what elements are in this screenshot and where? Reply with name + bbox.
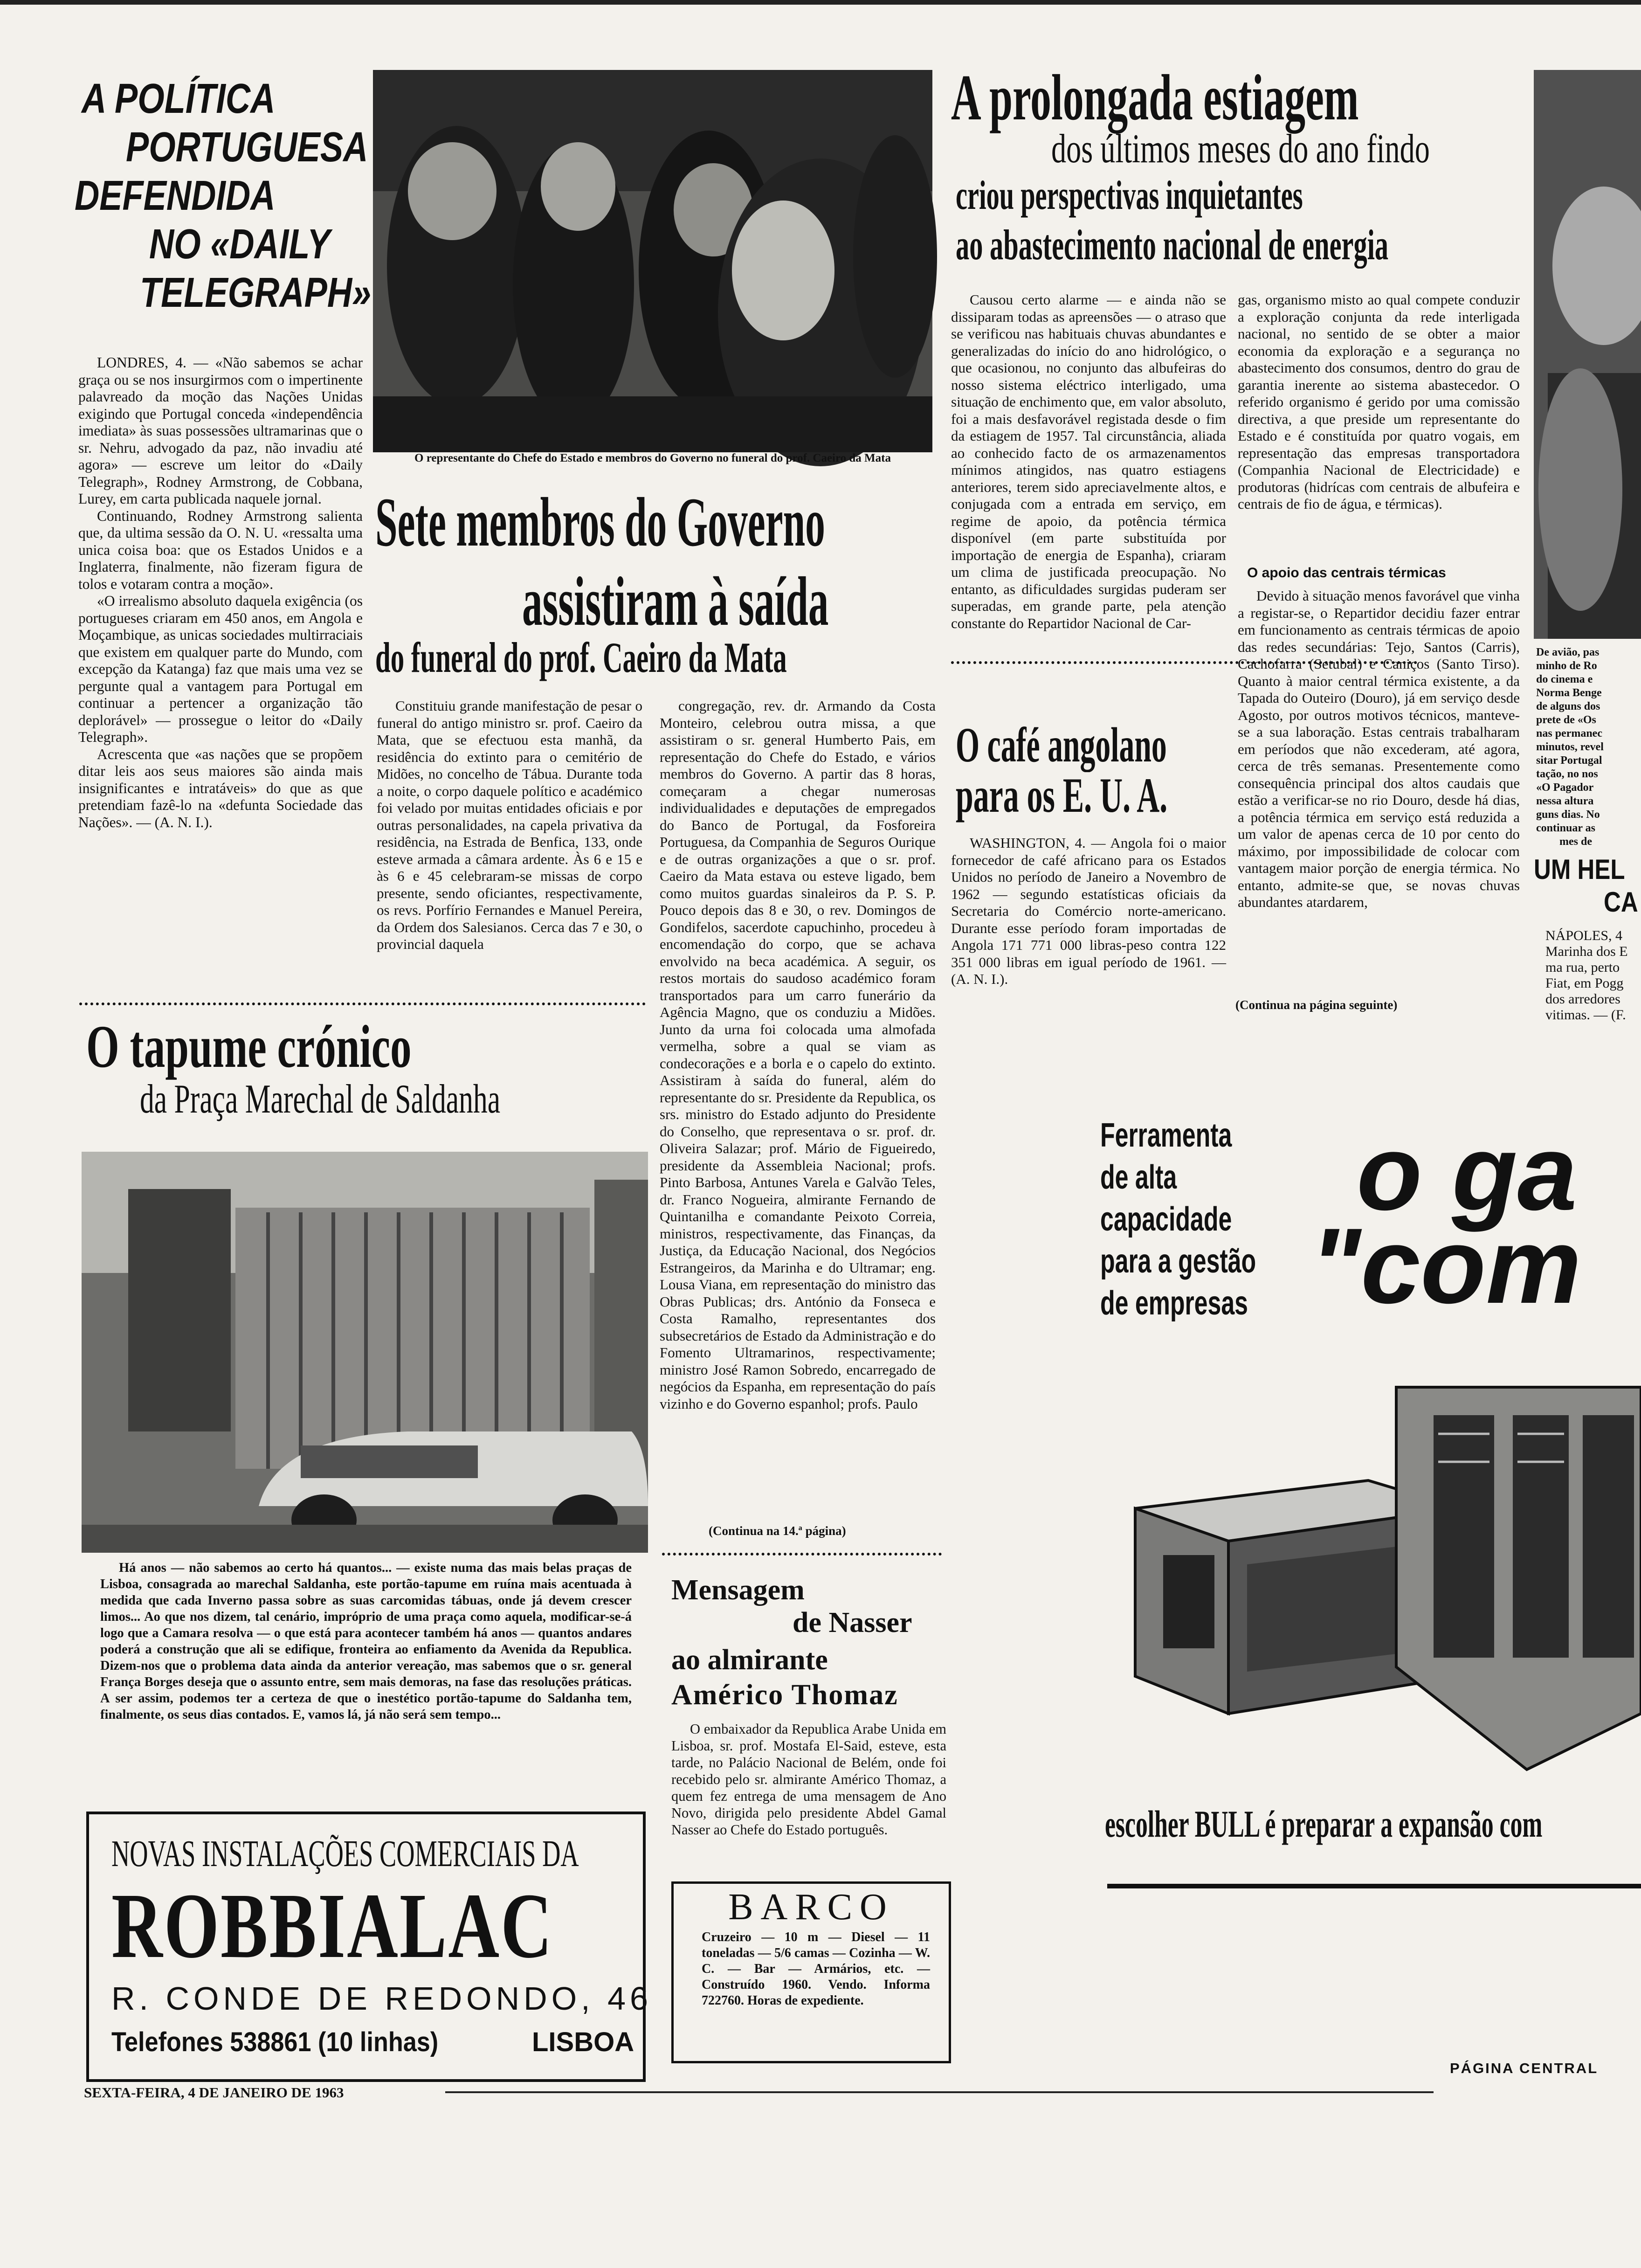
right-edge-caption-line: De avião, pas: [1536, 646, 1600, 658]
estiagem-col-2: gas, organismo misto ao qual compete conduzir a exploração conjunta da rede interligada nacional, no sentido de se obter a maior economia da exploração e a segurança no abastecimento dos consumos, dentro do grau de garantia inerente ao sistema abastecedor. O referido organismo é gerido por uma comissão directiva, a que preside um representante do Estado e é constituída por quatro vogais, em representação das empresas transportadora (Companhia Nacional de Electricidade) e produtoras (hidrícas com centrais de albufeira e centrais de fio de água, e térmicas).: [1238, 291, 1520, 512]
top-border: [0, 0, 1641, 5]
right-edge-caption-line: guns dias. No: [1536, 809, 1600, 821]
rule-center-1: [662, 1553, 942, 1556]
right-edge-photo-illustration: [1534, 70, 1641, 639]
cafe-article: WASHINGTON, 4. — Angola foi o maior fornecedor de café africano para os Estados Unidos no período de Janeiro a Novembro de 1962 — segundo estatísticas oficiais da Secretaria do Comércio norte-americano. Durante esse período foram importadas de Angola 171 771 000 libras-peso contra 122 351 000 libras em igual período de 1961. — (A. N. I.).: [951, 835, 1226, 987]
bull-side-line: de empresas: [1100, 1285, 1248, 1322]
tapume-headline-2: da Praça Marechal de Saldanha: [140, 1077, 501, 1122]
right-edge-headline-2: CA: [1604, 886, 1638, 918]
robbialac-address: R. CONDE DE REDONDO, 46: [111, 1980, 652, 2017]
right-edge-headline-1: UM HEL: [1534, 854, 1625, 885]
funeral-headline-3: do funeral do prof. Caeiro da Mata: [375, 634, 787, 681]
nasser-headline-4: Américo Thomaz: [671, 1679, 898, 1711]
right-edge-article-line: dos arredores: [1545, 991, 1620, 1007]
politica-paragraph: «O irrealismo absoluto daquela exigência (os portugueses criaram em 450 anos, em Angola e Moçambique, as unicas sociedades multirraciais que existem em qualquer parte do Mundo, com excepção da Katanga) faz que mais uma vez se pergunte qual a vantagem para Portugal em continuar a pertencer a organização tão deplorável» — prossegue o leitor do «Daily Telegraph».: [78, 593, 363, 745]
politica-headline-line: NO «DAILY: [149, 221, 331, 268]
politica-paragraph: LONDRES, 4. — «Não sabemos se achar graça ou se nos insurgirmos com o impertinente palavreado da moção das Nações Unidas exigindo que Portugal conceda «independência imediata» às suas possessões ultramarinas que o sr. Nehru, advogado da paz, não invadiu até agora» — escreve um leitor do «Daily Telegraph», Rodney Armstrong, de Cobbana, Lurey, em carta publicada naquele jornal.: [78, 354, 363, 507]
tapume-article: Há anos — não sabemos ao certo há quantos... — existe numa das mais belas praças de Lisboa, consagrada ao marechal Saldanha, este portão-tapume em ruína mais acentuada à medida que cada Inverno passa sobre as suas carcomidas tábuas, onde já devem crescer limos... Ao que nos dizem, tal cenário, impróprio de uma praça como aquela, modificar-se-á logo que a Camara resolva — o que está para acontecer também há anos — quantos andares poderá a construção que ali se edifique, fronteira ao enfiamento da Avenida da Republica. Dizem-nos que o problema data ainda da anterior vereação, mas sabemos que o sr. general França Borges deseja que o assunto entre, sem mais demoras, na fase das resoluções práticas. A ser assim, podemos ter a certeza de que o inestético portão-tapume do Saldanha tem, finalmente, os seus dias contados. E, vamos lá, já não será sem tempo...: [100, 1561, 632, 1722]
rule-left-1: [79, 1003, 646, 1005]
bull-side-line: de alta: [1100, 1159, 1177, 1196]
right-edge-caption-line: Norma Benge: [1536, 687, 1602, 699]
estiagem-col-2b: Devido à situação menos favorável que vinha a registar-se, o Repartidor decidiu fazer entrar em funcionamento as centrais térmicas de apoio das redes secundárias: Tejo, Santos (Carris), Cachofarra (Setubal) e Caniços (Santo Tirso). Quanto à maior central térmica existente, a da Tapada do Outeiro (Douro), já em serviço desde Agosto, por outros motivos técnicos, manteve-se a sua laboração. Estas centrais trabalharam em períodos que não excederam, até agora, cerca de três semanas. Presentemente como consequência principal dos altos caudais que estão a verificar-se no rio Douro, desde há dias, a potência térmica em serviço está reduzida a um valor de apenas cerca de 10 por cento do máximo, por impossibilidade de colocar com vantagem maior porção de energia térmica. No entanto, admite-se que, se novas chuvas abundantes atardarem,: [1238, 588, 1520, 910]
nasser-headline-3: ao almirante: [671, 1644, 828, 1676]
footer-date: SEXTA-FEIRA, 4 DE JANEIRO DE 1963: [84, 2084, 344, 2101]
estiagem-subhead: O apoio das centrais térmicas: [1247, 565, 1446, 581]
tapume-photo-illustration: [82, 1152, 648, 1553]
right-edge-caption-line: prete de «Os: [1536, 714, 1596, 726]
footer-page: PÁGINA CENTRAL: [1450, 2060, 1599, 2076]
bull-rule: [1107, 1884, 1641, 1888]
robbialac-phone: Telefones 538861 (10 linhas): [111, 2027, 439, 2057]
estiagem-headline-3: criou perspectivas inquietantes: [956, 173, 1303, 218]
cafe-headline-1: O café angolano: [956, 718, 1167, 772]
right-edge-article-line: vitimas. — (F.: [1545, 1007, 1626, 1023]
politica-headline: [75, 75, 373, 317]
funeral-col-1: Constituiu grande manifestação de pesar o funeral do antigo ministro sr. prof. Caeiro da Mata, que se efectuou esta manhã, da residência do extinto para o cemitério de Midões, no concelho de Tábua. Durante toda a noite, o corpo daquele político e académico foi velado por muitas entidades oficiais e por outras personalidades, na capela privativa da residência, na Estrada de Benfica, 133, onde esteve armada a câmara ardente. Às 6 e 15 e às 6 e 45 celebraram-se missas de corpo presente, sendo oficiantes, respectivamente, os revs. Porfírio Fernandes e Manuel Pereira, da Ordem dos Salesianos. Cerca das 7 e 30, o provincial daquela: [377, 698, 642, 952]
robbialac-city: LISBOA: [532, 2027, 634, 2057]
right-edge-caption-line: continuar as: [1536, 822, 1595, 834]
tapume-photo: [82, 1152, 648, 1553]
robbialac-line1: NOVAS INSTALAÇÕES COMERCIAIS DA: [111, 1833, 579, 1874]
nasser-headline-1: Mensagem: [671, 1574, 805, 1606]
right-edge-caption-line: nas permanec: [1536, 727, 1602, 740]
right-edge-caption: [1536, 646, 1641, 849]
right-edge-article-line: ma rua, perto: [1545, 960, 1620, 975]
barco-title: BARCO: [728, 1887, 894, 1928]
right-edge-caption-line: minutos, revel: [1536, 741, 1604, 753]
bull-side-line: Ferramenta: [1100, 1117, 1232, 1154]
right-edge-photo: [1534, 70, 1641, 639]
estiagem-col-1: Causou certo alarme — e ainda não se dissiparam todas as apreensões — o atraso que se verificou nas habituais chuvas abundantes e generalizadas do início do ano hidrológico, o que ocasionou, no conjunto das albufeiras do nosso sistema eléctrico interligado, uma situação de enchimento que, em valor absoluto, foi a mais desfavorável registada desde o fim da estiagem de 1957. Tal circunstância, aliada ao conhecido facto de os armazenamentos mínimos atingidos, nas quatro estiagens anteriores, terem sido apreciavelmente altos, e conjugada com a entrada em serviço, em regime de apoio, da potência térmica disponível (em parte substituída por importação de energia de Espanha), criaram um clima de justificada preocupação. No entanto, as dificuldades surgidas puderam ser superadas, em grande parte, pela atenção constante do Repartidor Nacional de Car-: [951, 291, 1226, 631]
right-edge-caption-line: mes de: [1559, 836, 1592, 848]
politica-article: [78, 354, 363, 979]
robbialac-ad: [86, 1812, 652, 2082]
robbialac-brand: ROBBIALAC: [111, 1874, 553, 1978]
right-edge-caption-line: de alguns dos: [1536, 700, 1600, 712]
nasser-headline-2: de Nasser: [793, 1607, 912, 1639]
bull-side-line: capacidade: [1100, 1201, 1232, 1238]
funeral-photo-illustration: [373, 70, 932, 452]
barco-ad: [671, 1881, 951, 2063]
right-edge-caption-line: «O Pagador: [1536, 781, 1594, 794]
right-edge-caption-line: nessa altura: [1536, 795, 1594, 807]
politica-headline-line: TELEGRAPH»: [140, 270, 372, 316]
funeral-continua: (Continua na 14.ª página): [709, 1524, 846, 1538]
cafe-headline-2: para os E. U. A.: [956, 768, 1168, 823]
right-edge-caption-line: minho de Ro: [1536, 660, 1597, 672]
funeral-photo-caption: O representante do Chefe do Estado e membros do Governo no funeral do prof. Caeiro da Mata: [414, 452, 891, 464]
funeral-photo: [373, 70, 932, 452]
politica-paragraph: Acrescenta que «as nações que se propõem ditar leis aos seus maiores são ainda mais insignificantes e intratáveis» do que as que pretendiam fazê-lo na «defunta Sociedade das Nações». — (A. N. I.).: [78, 746, 363, 830]
right-edge-article-line: Marinha dos E: [1545, 944, 1628, 959]
bull-tagline: escolher BULL é preparar a expansão com: [1105, 1803, 1543, 1845]
right-edge-article-line: Fiat, em Pogg: [1545, 975, 1624, 991]
right-edge-article-line: NÁPOLES, 4: [1545, 928, 1623, 943]
estiagem-headline-2: dos últimos meses do ano findo: [1051, 126, 1430, 172]
right-edge-caption-line: sitar Portugal: [1536, 754, 1602, 767]
estiagem-headline-1: A prolongada estiagem: [951, 62, 1359, 134]
bull-machine-illustration: [1107, 1387, 1641, 1770]
bull-machine-image: [1107, 1387, 1641, 1770]
footer-rule-left: [445, 2091, 1434, 2093]
politica-paragraph: Continuando, Rodney Armstrong salienta que, da ultima sessão da O. N. U. «ressalta uma unica coisa boa: que os Estados Unidos e a Inglaterra, finalmente, não fizeram figura de tolos e votaram contra a moção».: [78, 507, 363, 592]
nasser-article: O embaixador da Republica Arabe Unida em Lisboa, sr. prof. Mostafa El-Said, esteve, esta tarde, no Palácio Nacional de Belém, onde foi recebido pelo sr. almirante Américo Thomaz, a quem fez entrega de uma mensagem de Ano Novo, dirigida pelo presidente Abdel Gamal Nasser ao Chefe do Estado português.: [671, 1721, 946, 1838]
estiagem-continua: (Continua na página seguinte): [1235, 998, 1398, 1012]
bull-big-2: "com: [1310, 1206, 1581, 1326]
bull-side-line: para a gestão: [1100, 1243, 1256, 1280]
right-edge-article: [1545, 928, 1641, 1023]
politica-headline-line: A POLÍTICA: [82, 76, 276, 122]
right-edge-caption-line: tação, no nos: [1536, 768, 1598, 780]
right-edge-caption-line: do cinema e: [1536, 673, 1593, 685]
estiagem-headline-4: ao abastecimento nacional de energia: [956, 221, 1389, 269]
barco-text: Cruzeiro — 10 m — Diesel — 11 toneladas — 5/6 camas — Cozinha — W. C. — Bar — Armários, etc. — Construído 1960. Vendo. Informa 722760. Horas de expediente.: [702, 1930, 930, 2008]
funeral-headline-2: assistiram à saída: [522, 563, 829, 640]
bull-side-text: [1100, 1114, 1317, 1324]
politica-headline-line: PORTUGUESA: [126, 124, 368, 171]
funeral-col-2: congregação, rev. dr. Armando da Costa Monteiro, celebrou outra missa, a que assistiram o sr. general Humberto Pais, em representação do Chefe do Estado, e vários membros do Governo. A partir das 8 horas, começaram a chegar numerosas individualidades e deputações de empregados do Banco de Portugal, da Fosforeira Portuguesa, da Companhia de Seguros Ourique e de outras organizações a que o sr. prof. Caeiro da Mata estava ou esteve ligado, bem como muitos guardas sinaleiros da P. S. P. Pouco depois das 8 e 30, o rev. Domingos de Gondifelos, sacerdote capuchinho, procedeu à encomendação do corpo, que se achava envolvido na beca académica. A seguir, os restos mortais do saudoso académico foram transportados para um carro funerário da Agência Magno, que os conduziu a Midões. Junto da urna foi colocada uma almofada vermelha, sobre a qual se viam as condecorações e a borla e o capelo do extinto. Assistiram à saída do funeral, além do representante do sr. Presidente da Republica, os srs. ministro do Estado adjunto do Presidente do Conselho, que representava o sr. prof. dr. Oliveira Salazar; prof. Mário de Figueiredo, presidente da Assembleia Nacional; profs. Pinto Barbosa, Antunes Varela e Galvão Teles, dr. Franco Nogueira, almirante Fernando de Quintanilha e comandante Peixoto Correia, ministros, respectivamente, das Finanças, da Justiça, da Educação Nacional, dos Negócios Estrangeiros, da Marinha e do Ultramar; eng. Lousa Viana, em representação do ministro das Obras Publicas; drs. António da Fonseca e Costa Ramalho, representantes dos subsecretários de Estado da Administração e do Fomento Ultramarinos, respectivamente; ministro José Ramon Sobredo, encarregado de negócios da Espanha, em representação do país vizinho e do Governo espanhol; profs. Paulo: [660, 698, 936, 1412]
bull-big-1: o ga: [1357, 1113, 1577, 1232]
politica-headline-line: DEFENDIDA: [75, 173, 276, 219]
funeral-headline-1: Sete membros do Governo: [375, 484, 825, 561]
tapume-headline-1: O tapume crónico: [86, 1013, 412, 1080]
